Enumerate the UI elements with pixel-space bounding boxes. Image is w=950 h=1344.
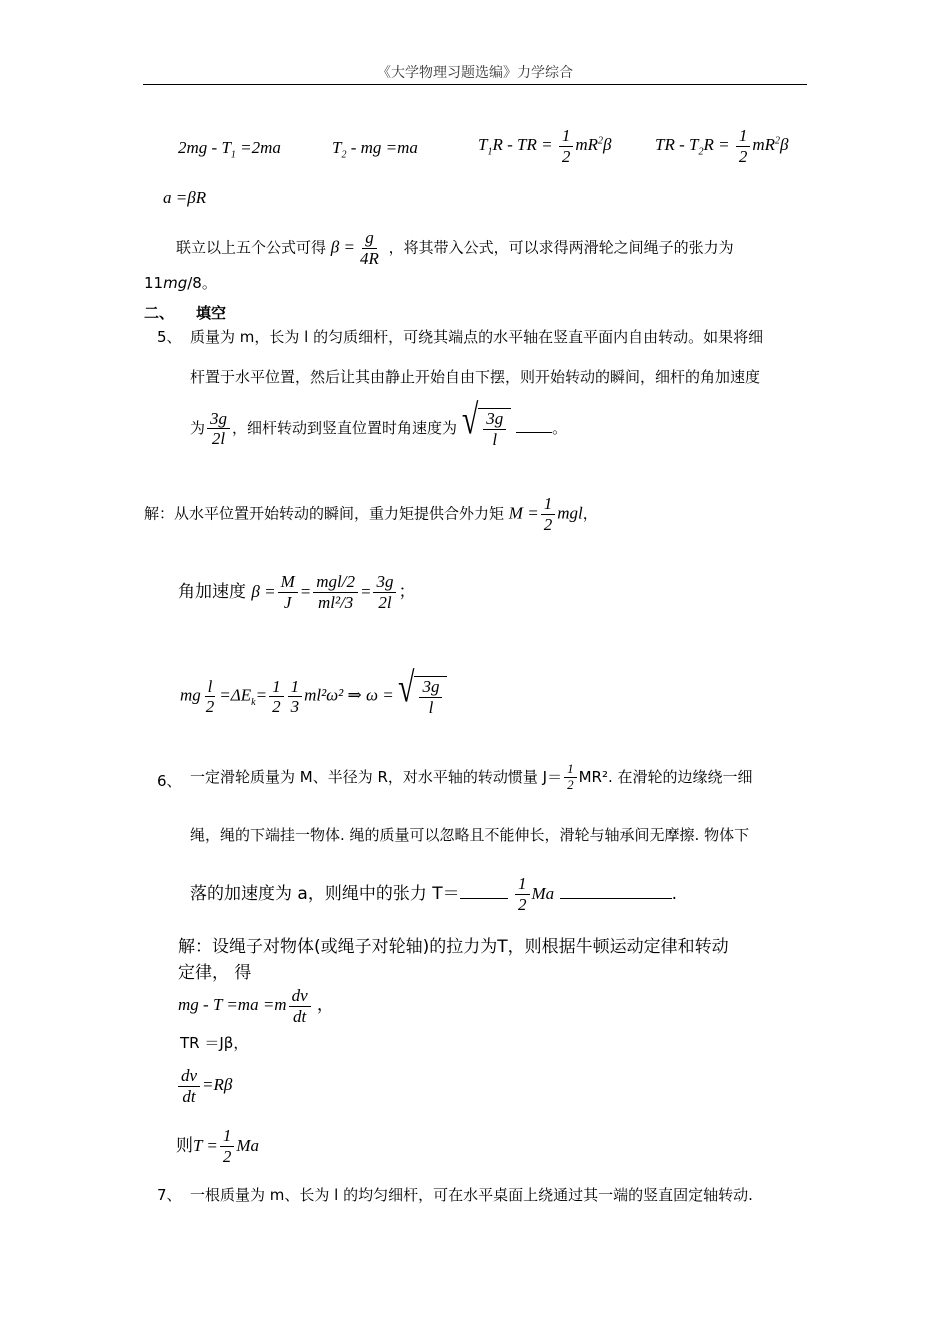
q6-solution-line-1: 解：设绳子对物体(或绳子对轮轴)的拉力为T，则根据牛顿运动定律和转动: [178, 937, 729, 957]
q7-line-1: 一根质量为 m、长为 l 的均匀细杆，可在水平桌面上绕通过其一端的竖直固定轴转动.: [190, 1186, 753, 1204]
equation-5: a =βR: [163, 188, 207, 207]
equation-3: $T_1R$ - TR = $\frac{1}{2}$ $mR^2\beta$: [478, 126, 612, 166]
q6-equation-1: mg - T =ma =m $\frac{dv}{dt}$ ，: [178, 986, 334, 1026]
q6-number: 6、: [157, 772, 182, 790]
combine-paragraph: 联立以上五个公式可得 β = $\frac{g}{4R}$ ，将其带入公式，可以求得两滑轮之间绳子的张力为: [176, 228, 734, 268]
q6-line-1: 一定滑轮质量为 M、半径为 R，对水平轴的转动惯量 J＝ $\frac{1}{2}$ MR². 在滑轮的边缘绕一细: [190, 761, 753, 792]
q6-equation-3: $\frac{dv}{dt}$ =Rβ: [176, 1066, 232, 1106]
q5-angular-acceleration: 角加速度 β = $\frac{M}{J}$ = $\frac{\text{mgl/2}}{\text{ml²/3}}$ = $\frac{3g}{2l}$ ；: [178, 572, 416, 612]
equation-2: $T_2$ - mg =ma: [332, 138, 418, 161]
q5-answer-2: √ $\frac{3g}{l}$: [462, 408, 511, 449]
q6-solution-line-2: 定律， 得: [178, 963, 252, 983]
q6-equation-4: 则T = $\frac{1}{2}$ Ma: [176, 1126, 260, 1166]
q5-line-2: 杆置于水平位置，然后让其由静止开始自由下摆，则开始转动的瞬间，细杆的角加速度: [190, 368, 761, 386]
q6-line-3: 落的加速度为 a，则绳中的张力 T＝ $\frac{1}{2}$ Ma .: [190, 874, 677, 914]
q5-number: 5、: [157, 328, 182, 346]
header-rule: [143, 84, 807, 85]
section-heading: 二、 填空: [144, 304, 227, 322]
q5-answer-1: $\frac{3g}{2l}$: [207, 409, 230, 449]
page-header: 《大学物理习题选编》力学综合: [377, 65, 573, 81]
q5-line-1: 质量为 m，长为 l 的匀质细杆，可绕其端点的水平轴在竖直平面内自由转动。如果将细: [190, 328, 764, 346]
q6-equation-2: TR ＝Jβ，: [180, 1034, 249, 1052]
q5-line-3: 为 $\frac{3g}{2l}$ ，细杆转动到竖直位置时角速度为 √ $\frac{3g}{l}$ 。: [190, 396, 568, 449]
q5-energy-equation: mg $\frac{l}{2}$ $=\Delta E_k=$ $\frac{1}{2}$ $\frac{1}{3}$ ml²ω² ⇒ ω = √ $\frac{3g}{l}$: [180, 676, 447, 717]
q6-line-2: 绳，绳的下端挂一物体. 绳的质量可以忽略且不能伸长，滑轮与轴承间无摩擦. 物体下: [190, 826, 750, 844]
equation-4: TR - $T_2R$ = $\frac{1}{2}$ $mR^2\beta$: [655, 126, 789, 166]
equation-1: $2mg - T_1 =2ma$: [178, 138, 281, 161]
q7-number: 7、: [157, 1186, 182, 1204]
combine-line-2: 11mg/8。: [144, 274, 217, 292]
q5-solution-line-1: 解：从水平位置开始转动的瞬间，重力矩提供合外力矩 M = $\frac{1}{2}$ mgl，: [144, 494, 598, 534]
